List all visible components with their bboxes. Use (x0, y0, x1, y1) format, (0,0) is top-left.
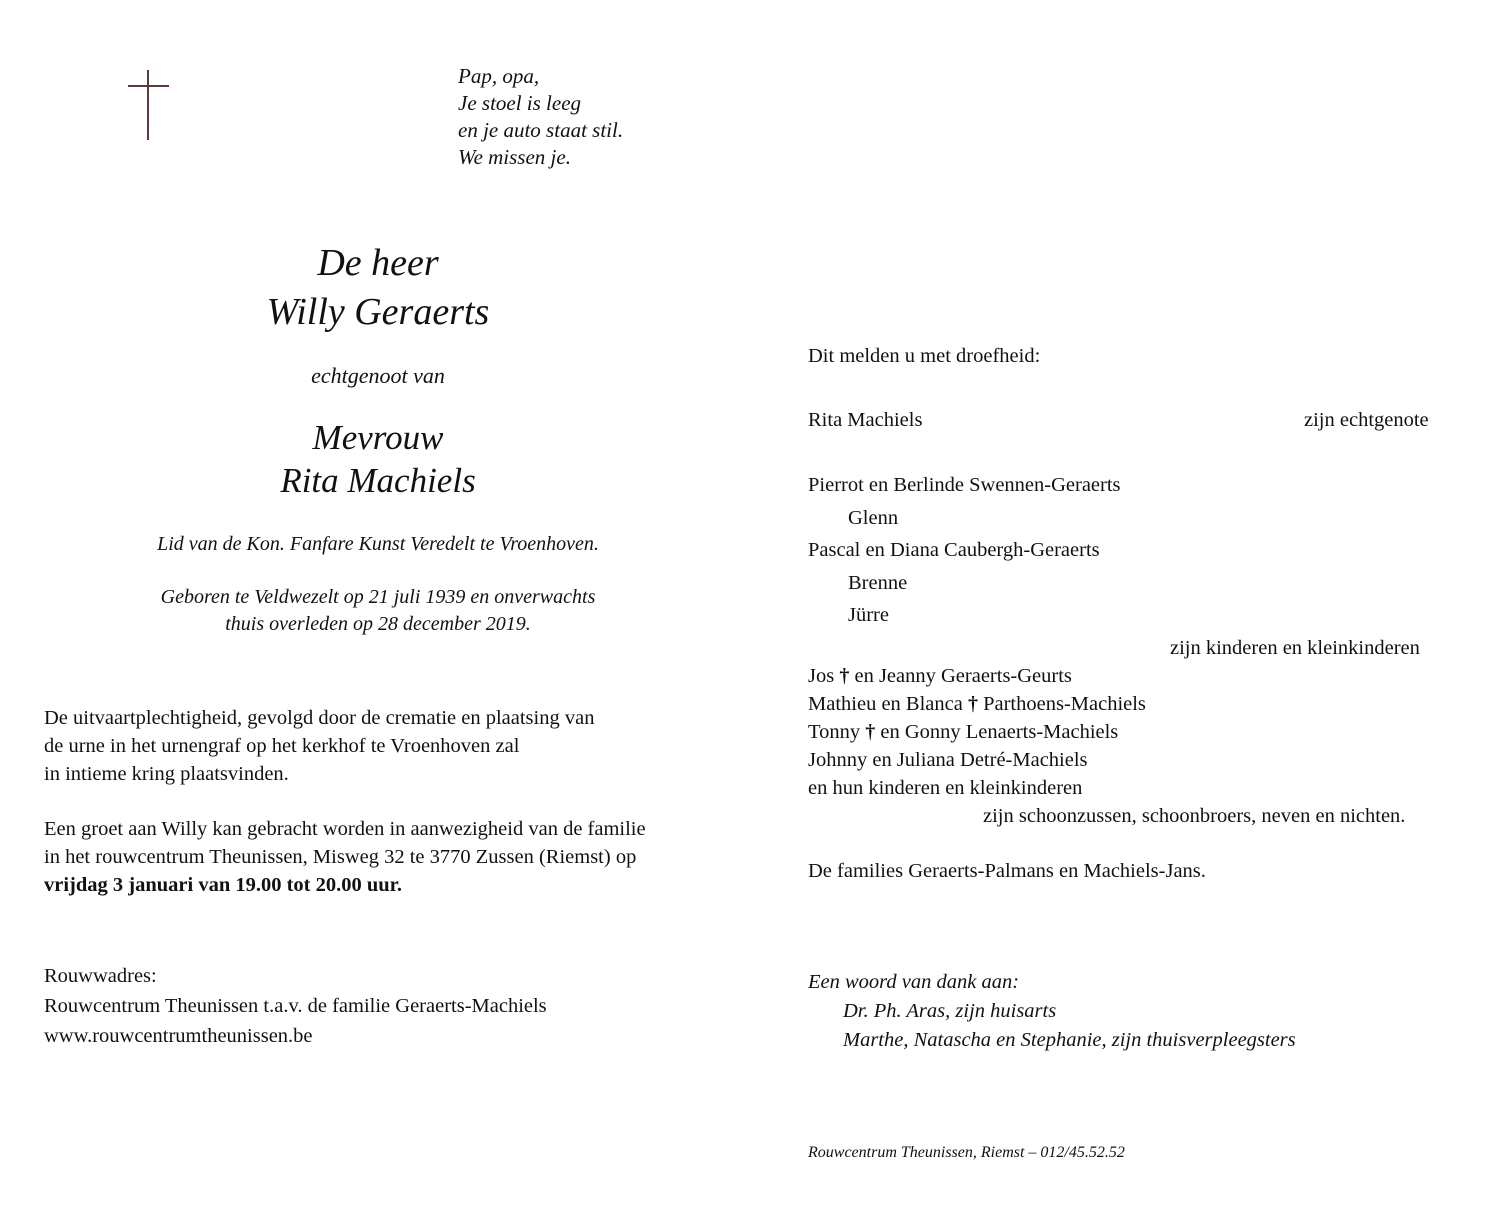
spouse-entry-name: Rita Machiels (808, 409, 923, 431)
ceremony-text (44, 704, 594, 788)
dagger-icon: † (967, 693, 978, 715)
children-role: zijn kinderen en kleinkinderen (1170, 637, 1420, 659)
poem (458, 63, 623, 171)
thanks-line: Dr. Ph. Aras, zijn huisarts (843, 1000, 1057, 1022)
spouse-entry-role: zijn echtgenote (1304, 409, 1429, 431)
thanks-block (808, 968, 1296, 1055)
greeting-line: Een groet aan Willy kan gebracht worden in aanwezigheid van de familie (44, 818, 646, 840)
families-line: De families Geraerts-Palmans en Machiels-Jans. (808, 860, 1206, 882)
spouse-honorific: Mevrouw (312, 418, 444, 457)
thanks-title: Een woord van dank aan: (808, 971, 1020, 993)
relation-label: echtgenoot van (311, 363, 445, 388)
inlaws-role: zijn schoonzussen, schoonbroers, neven en nichten. (983, 805, 1406, 827)
grandchild: Glenn (848, 507, 899, 529)
poem-line: en je auto staat stil. (458, 118, 624, 142)
mourning-address (44, 961, 547, 1051)
inlaw-line: Johnny en Juliana Detré-Machiels (808, 749, 1088, 771)
ceremony-line: De uitvaartplechtigheid, gevolgd door de crematie en plaatsing van (44, 707, 595, 729)
grandchild: Jürre (848, 604, 889, 626)
deceased-name: Willy Geraerts (266, 291, 490, 333)
deceased-honorific: De heer (317, 242, 439, 284)
dagger-icon: † (865, 721, 876, 743)
birth-line: Geboren te Veldwezelt op 21 juli 1939 en onverwachts (160, 586, 596, 608)
membership-text: Lid van de Kon. Fanfare Kunst Veredelt te Vroenhoven. (157, 533, 599, 555)
funeral-home-footer: Rouwcentrum Theunissen, Riemst – 012/45.52.52 (808, 1144, 1125, 1161)
address-line: Rouwcentrum Theunissen t.a.v. de familie Geraerts-Machiels (44, 995, 547, 1017)
thanks-line: Marthe, Natascha en Stephanie, zijn thuisverpleegsters (843, 1029, 1296, 1051)
poem-line: Pap, opa, (458, 64, 540, 88)
inlaw-line: Mathieu en Blanca † Parthoens-Machiels (808, 693, 1146, 715)
inlaw-line: en hun kinderen en kleinkinderen (808, 777, 1083, 799)
spouse-name: Rita Machiels (280, 461, 476, 500)
greeting-datetime: vrijdag 3 januari van 19.00 tot 20.00 uur. (44, 874, 403, 896)
greeting-line: in het rouwcentrum Theunissen, Misweg 32 te 3770 Zussen (Riemst) op (44, 846, 637, 868)
inlaw-line: Tonny † en Gonny Lenaerts-Machiels (808, 721, 1119, 743)
address-website: www.rouwcentrumtheunissen.be (44, 1025, 313, 1047)
address-label: Rouwwadres: (44, 965, 157, 987)
cross-icon-bar (128, 85, 169, 87)
dagger-icon: † (839, 665, 850, 687)
child-couple: Pascal en Diana Caubergh-Geraerts (808, 539, 1100, 561)
cross-icon (147, 70, 149, 140)
poem-line: We missen je. (458, 145, 571, 169)
ceremony-line: in intieme kring plaatsvinden. (44, 763, 289, 785)
grandchild: Brenne (848, 572, 908, 594)
death-line: thuis overleden op 28 december 2019. (225, 613, 531, 635)
poem-line: Je stoel is leeg (458, 91, 582, 115)
inlaw-line: Jos † en Jeanny Geraerts-Geurts (808, 665, 1072, 687)
child-couple: Pierrot en Berlinde Swennen-Geraerts (808, 474, 1121, 496)
announcement: Dit melden u met droefheid: (808, 345, 1041, 367)
ceremony-line: de urne in het urnengraf op het kerkhof te Vroenhoven zal (44, 735, 520, 757)
greeting-text (44, 815, 646, 899)
